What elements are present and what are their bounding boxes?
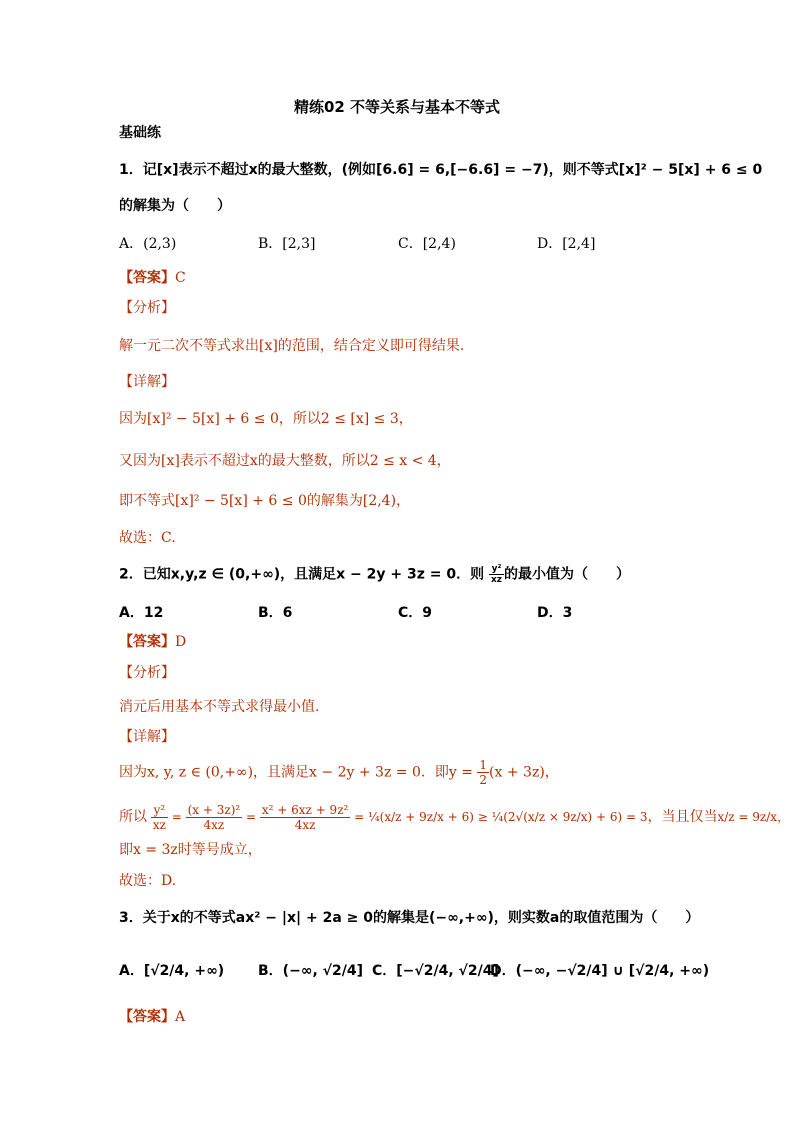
q2-stem-part2: 的最小值为（ ） (504, 566, 631, 583)
fraction: $\frac{1}{2}$ (479, 758, 488, 787)
answer-value: C (175, 270, 186, 286)
q3-answer (119, 1007, 185, 1027)
q1-detail-line: 即不等式[x]² − 5[x] + 6 ≤ 0的解集为[2,4)， (119, 493, 411, 509)
q1-answer (119, 268, 186, 288)
q2-detail-line2: 所以 $\frac{\text{y²}}{xz}$ = $\frac{\text{(x + 3z)²}}{4xz}$ = $\frac{\text{x² + 6xz + 9z²}}{4xz}$ = ¼(x/z + 9z/x + 6) ≥ ¼(2√(x/z × 9z/x) + 6) = 3，当且仅当x/z = 9z/x， (119, 803, 790, 832)
q2-detail-line3: 即x = 3z时等号成立， (119, 842, 262, 858)
answer-label: 【答案】 (119, 270, 175, 286)
q1-analysis: 解一元二次不等式求出[x]的范围，结合定义即可得结果. (119, 338, 465, 354)
q1-detail-line: 又因为[x]表示不超过x的最大整数，所以2 ≤ x < 4， (119, 453, 451, 469)
q1-detail-line: 因为[x]² − 5[x] + 6 ≤ 0，所以2 ≤ [x] ≤ 3， (119, 411, 413, 427)
fraction: $\frac{\text{x² + 6xz + 9z²}}{4xz}$ (261, 803, 349, 832)
q2-option-b: B．6 (258, 605, 293, 621)
q2-stem-part1: 2．已知x,y,z ∈ (0,+∞)，且满足x − 2y + 3z = 0．则 (119, 566, 485, 583)
q2-stem-fraction: $\frac{\text{y²}}{xz}$ (490, 564, 503, 585)
page-title: 精练02 不等关系与基本不等式 (293, 98, 501, 116)
q2-detail-line1: 因为x, y, z ∈ (0,+∞)，且满足x − 2y + 3z = 0．即y = $\frac{1}{2}$ (x + 3z)， (119, 758, 559, 787)
q2-detail-label: 【详解】 (119, 729, 175, 745)
answer-value: A (175, 1009, 186, 1025)
q2-answer (119, 632, 186, 652)
q3-option-a: A．[√2/4, +∞) (119, 963, 225, 979)
q1-option-d: D．[2,4] (537, 236, 596, 252)
q1-detail-label: 【详解】 (119, 374, 175, 390)
q2-stem (119, 564, 630, 585)
q1-option-b: B．[2,3] (258, 236, 316, 252)
q1-stem-line1: 1．记[x]表示不超过x的最大整数，(例如[6.6] = 6,[−6.6] = −7)，则不等式[x]² − 5[x] + 6 ≤ 0 (119, 162, 763, 178)
answer-label: 【答案】 (119, 634, 175, 650)
q2-detail-line4: 故选：D. (119, 873, 177, 889)
q3-option-d: D．(−∞, −√2/4] ∪ [√2/4, +∞) (490, 963, 710, 979)
answer-value: D (175, 634, 187, 650)
answer-label: 【答案】 (119, 1009, 175, 1025)
q1-stem-line2: 的解集为（ ） (119, 198, 231, 214)
q2-option-c: C．9 (398, 605, 433, 621)
section-heading: 基础练 (119, 125, 161, 141)
q3-stem: 3．关于x的不等式ax² − |x| + 2a ≥ 0的解集是(−∞,+∞)，则实数a的取值范围为（ ） (119, 910, 700, 926)
q1-option-c: C．[2,4) (398, 236, 456, 252)
q1-analysis-label: 【分析】 (119, 300, 175, 316)
q3-option-b: B．(−∞, √2/4] (258, 963, 363, 979)
q1-detail-line: 故选：C. (119, 530, 176, 546)
q2-analysis-label: 【分析】 (119, 665, 175, 681)
q1-option-a: A．(2,3) (119, 236, 177, 252)
q3-option-c: C．[−√2/4, √2/4] (372, 963, 499, 979)
fraction: $\frac{\text{y²}}{xz}$ (152, 803, 166, 832)
fraction: $\frac{\text{(x + 3z)²}}{4xz}$ (187, 803, 241, 832)
q2-analysis: 消元后用基本不等式求得最小值. (119, 699, 320, 715)
q2-option-d: D．3 (537, 605, 573, 621)
q2-option-a: A．12 (119, 605, 164, 621)
